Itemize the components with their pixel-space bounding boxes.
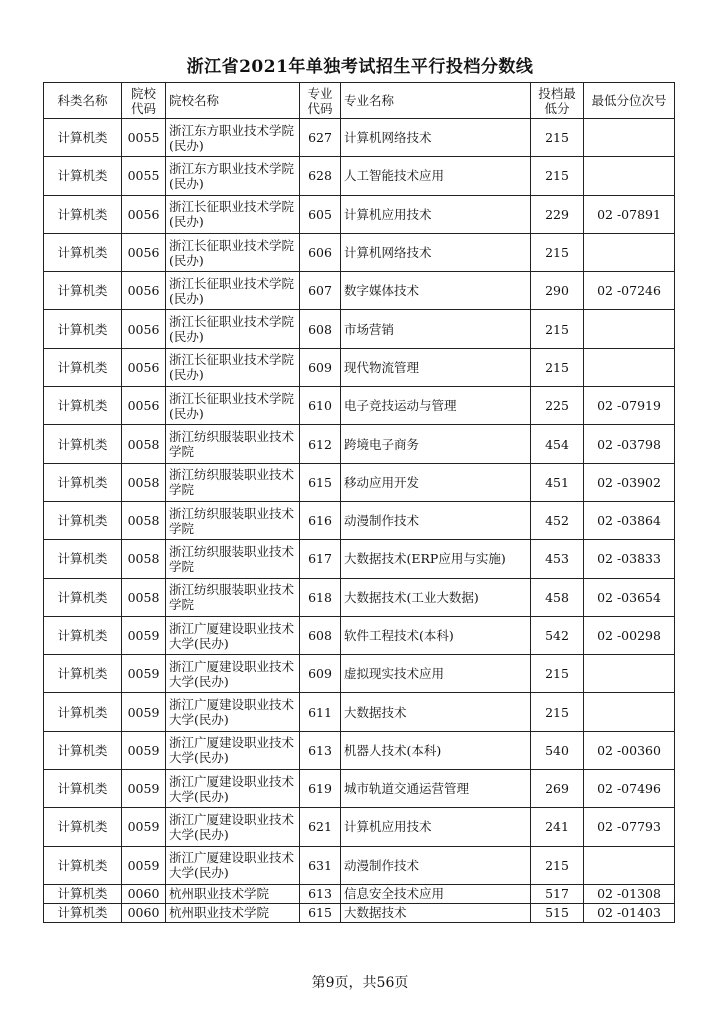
cell-min-rank: 02 -00360	[584, 731, 675, 769]
cell-category: 计算机类	[44, 540, 122, 578]
cell-school-code: 0056	[122, 272, 166, 310]
cell-school-name: 浙江广厦建设职业技术大学(民办)	[166, 693, 300, 731]
cell-major-name: 现代物流管理	[341, 348, 531, 386]
table-row	[44, 348, 675, 386]
cell-min-score: 269	[531, 770, 584, 808]
cell-min-rank: 02 -03864	[584, 501, 675, 539]
cell-school-name: 浙江广厦建设职业技术大学(民办)	[166, 846, 300, 884]
cell-major-code: 605	[300, 195, 341, 233]
table-row	[44, 616, 675, 654]
cell-min-score: 454	[531, 425, 584, 463]
cell-major-name: 数字媒体技术	[341, 272, 531, 310]
cell-category: 计算机类	[44, 501, 122, 539]
cell-min-score: 215	[531, 119, 584, 157]
cell-min-score: 215	[531, 655, 584, 693]
cell-category: 计算机类	[44, 808, 122, 846]
cell-school-name: 浙江长征职业技术学院(民办)	[166, 348, 300, 386]
cell-category: 计算机类	[44, 119, 122, 157]
table-row	[44, 903, 675, 922]
cell-category: 计算机类	[44, 348, 122, 386]
cell-category: 计算机类	[44, 425, 122, 463]
cell-major-code: 619	[300, 770, 341, 808]
cell-major-name: 大数据技术(ERP应用与实施)	[341, 540, 531, 578]
cell-major-name: 人工智能技术应用	[341, 157, 531, 195]
cell-min-score: 458	[531, 578, 584, 616]
cell-school-name: 浙江广厦建设职业技术大学(民办)	[166, 808, 300, 846]
cell-major-code: 628	[300, 157, 341, 195]
cell-category: 计算机类	[44, 233, 122, 271]
cell-category: 计算机类	[44, 616, 122, 654]
cell-category: 计算机类	[44, 693, 122, 731]
cell-major-name: 计算机应用技术	[341, 808, 531, 846]
cell-school-code: 0058	[122, 463, 166, 501]
cell-min-score: 451	[531, 463, 584, 501]
cell-min-score: 517	[531, 884, 584, 903]
cell-min-rank	[584, 157, 675, 195]
page-footer: 第9页，共56页	[311, 975, 409, 991]
cell-school-code: 0060	[122, 903, 166, 922]
cell-school-code: 0059	[122, 770, 166, 808]
header-major-code: 专业代码	[300, 83, 341, 119]
header-school-code: 院校代码	[122, 83, 166, 119]
cell-category: 计算机类	[44, 884, 122, 903]
cell-major-code: 616	[300, 501, 341, 539]
cell-school-code: 0058	[122, 501, 166, 539]
table-row	[44, 540, 675, 578]
cell-major-code: 612	[300, 425, 341, 463]
table-row	[44, 233, 675, 271]
cell-major-code: 606	[300, 233, 341, 271]
cell-school-code: 0059	[122, 655, 166, 693]
cell-school-code: 0058	[122, 425, 166, 463]
cell-school-name: 浙江广厦建设职业技术大学(民办)	[166, 770, 300, 808]
cell-school-name: 浙江东方职业技术学院(民办)	[166, 119, 300, 157]
cell-category: 计算机类	[44, 387, 122, 425]
cell-major-code: 618	[300, 578, 341, 616]
cell-min-rank: 02 -07246	[584, 272, 675, 310]
cell-major-name: 软件工程技术(本科)	[341, 616, 531, 654]
cell-school-name: 浙江广厦建设职业技术大学(民办)	[166, 655, 300, 693]
cell-major-code: 613	[300, 884, 341, 903]
cell-min-rank: 02 -01308	[584, 884, 675, 903]
cell-major-name: 市场营销	[341, 310, 531, 348]
cell-major-code: 608	[300, 310, 341, 348]
header-category: 科类名称	[44, 83, 122, 119]
cell-category: 计算机类	[44, 463, 122, 501]
cell-major-code: 631	[300, 846, 341, 884]
cell-min-rank	[584, 693, 675, 731]
table-row	[44, 693, 675, 731]
cell-school-code: 0059	[122, 846, 166, 884]
table-row	[44, 157, 675, 195]
cell-min-rank	[584, 655, 675, 693]
cell-min-score: 229	[531, 195, 584, 233]
cell-min-rank: 02 -07793	[584, 808, 675, 846]
cell-min-score: 215	[531, 846, 584, 884]
table-row	[44, 846, 675, 884]
cell-min-rank	[584, 119, 675, 157]
cell-category: 计算机类	[44, 903, 122, 922]
cell-major-name: 动漫制作技术	[341, 846, 531, 884]
cell-major-name: 动漫制作技术	[341, 501, 531, 539]
cell-min-rank	[584, 846, 675, 884]
cell-major-name: 移动应用开发	[341, 463, 531, 501]
cell-min-rank: 02 -07496	[584, 770, 675, 808]
header-min-rank: 最低分位次号	[584, 83, 675, 119]
cell-major-code: 615	[300, 463, 341, 501]
cell-school-name: 浙江长征职业技术学院(民办)	[166, 387, 300, 425]
cell-major-code: 611	[300, 693, 341, 731]
cell-min-rank: 02 -01403	[584, 903, 675, 922]
cell-category: 计算机类	[44, 272, 122, 310]
cell-school-code: 0055	[122, 119, 166, 157]
cell-min-score: 215	[531, 693, 584, 731]
header-min-score: 投档最低分	[531, 83, 584, 119]
header-school-name: 院校名称	[166, 83, 300, 119]
table-header-row	[44, 83, 675, 119]
cell-min-score: 453	[531, 540, 584, 578]
cell-school-name: 浙江纺织服装职业技术学院	[166, 540, 300, 578]
cell-min-rank: 02 -03833	[584, 540, 675, 578]
table-row	[44, 387, 675, 425]
cell-major-code: 613	[300, 731, 341, 769]
table-row	[44, 272, 675, 310]
table-row	[44, 463, 675, 501]
cell-min-score: 290	[531, 272, 584, 310]
header-major-name: 专业名称	[341, 83, 531, 119]
cell-min-score: 540	[531, 731, 584, 769]
cell-major-code: 609	[300, 348, 341, 386]
table-row	[44, 655, 675, 693]
table-row	[44, 425, 675, 463]
cell-school-name: 浙江长征职业技术学院(民办)	[166, 310, 300, 348]
cell-major-name: 计算机应用技术	[341, 195, 531, 233]
cell-major-name: 城市轨道交通运营管理	[341, 770, 531, 808]
table-row	[44, 731, 675, 769]
cell-min-score: 452	[531, 501, 584, 539]
cell-school-name: 浙江东方职业技术学院(民办)	[166, 157, 300, 195]
cell-school-code: 0056	[122, 387, 166, 425]
cell-min-rank: 02 -03902	[584, 463, 675, 501]
cell-min-score: 515	[531, 903, 584, 922]
cell-min-rank: 02 -03798	[584, 425, 675, 463]
cell-school-code: 0055	[122, 157, 166, 195]
cell-min-score: 215	[531, 157, 584, 195]
cell-school-code: 0056	[122, 233, 166, 271]
cell-min-rank	[584, 233, 675, 271]
cell-major-code: 608	[300, 616, 341, 654]
cell-school-name: 浙江广厦建设职业技术大学(民办)	[166, 731, 300, 769]
cell-category: 计算机类	[44, 578, 122, 616]
cell-major-name: 机器人技术(本科)	[341, 731, 531, 769]
cell-min-score: 215	[531, 348, 584, 386]
cell-major-code: 609	[300, 655, 341, 693]
cell-school-code: 0056	[122, 310, 166, 348]
cell-school-name: 浙江长征职业技术学院(民办)	[166, 195, 300, 233]
table-row	[44, 770, 675, 808]
cell-category: 计算机类	[44, 770, 122, 808]
table-row	[44, 310, 675, 348]
cell-school-code: 0059	[122, 731, 166, 769]
cell-major-code: 617	[300, 540, 341, 578]
table-row	[44, 578, 675, 616]
cell-school-name: 浙江长征职业技术学院(民办)	[166, 272, 300, 310]
cell-major-name: 大数据技术	[341, 693, 531, 731]
cell-school-name: 浙江纺织服装职业技术学院	[166, 425, 300, 463]
cell-major-name: 信息安全技术应用	[341, 884, 531, 903]
cell-category: 计算机类	[44, 310, 122, 348]
cell-school-name: 浙江广厦建设职业技术大学(民办)	[166, 616, 300, 654]
cell-school-code: 0059	[122, 616, 166, 654]
cell-school-name: 浙江纺织服装职业技术学院	[166, 578, 300, 616]
table-row	[44, 195, 675, 233]
cell-major-name: 计算机网络技术	[341, 233, 531, 271]
cell-school-code: 0058	[122, 578, 166, 616]
cell-min-rank	[584, 348, 675, 386]
cell-school-name: 浙江长征职业技术学院(民办)	[166, 233, 300, 271]
score-table	[43, 82, 675, 923]
cell-school-name: 浙江纺织服装职业技术学院	[166, 501, 300, 539]
cell-school-code: 0060	[122, 884, 166, 903]
cell-category: 计算机类	[44, 655, 122, 693]
cell-school-name: 杭州职业技术学院	[166, 884, 300, 903]
page-title: 浙江省2021年单独考试招生平行投档分数线	[186, 57, 534, 77]
cell-min-score: 241	[531, 808, 584, 846]
cell-major-code: 621	[300, 808, 341, 846]
cell-major-code: 607	[300, 272, 341, 310]
cell-major-name: 虚拟现实技术应用	[341, 655, 531, 693]
cell-major-name: 大数据技术	[341, 903, 531, 922]
cell-school-code: 0059	[122, 693, 166, 731]
cell-min-rank: 02 -00298	[584, 616, 675, 654]
table-row	[44, 808, 675, 846]
cell-min-rank: 02 -07891	[584, 195, 675, 233]
table-row	[44, 501, 675, 539]
cell-school-name: 浙江纺织服装职业技术学院	[166, 463, 300, 501]
cell-school-code: 0056	[122, 195, 166, 233]
cell-major-name: 跨境电子商务	[341, 425, 531, 463]
cell-major-code: 627	[300, 119, 341, 157]
cell-category: 计算机类	[44, 846, 122, 884]
table-row	[44, 884, 675, 903]
cell-major-name: 大数据技术(工业大数据)	[341, 578, 531, 616]
cell-category: 计算机类	[44, 731, 122, 769]
table-body	[44, 119, 675, 923]
cell-min-rank: 02 -03654	[584, 578, 675, 616]
cell-major-name: 电子竞技运动与管理	[341, 387, 531, 425]
cell-min-rank	[584, 310, 675, 348]
cell-school-code: 0059	[122, 808, 166, 846]
cell-min-score: 215	[531, 310, 584, 348]
cell-school-code: 0056	[122, 348, 166, 386]
cell-major-code: 610	[300, 387, 341, 425]
cell-min-score: 215	[531, 233, 584, 271]
cell-category: 计算机类	[44, 157, 122, 195]
cell-school-code: 0058	[122, 540, 166, 578]
cell-category: 计算机类	[44, 195, 122, 233]
cell-min-score: 225	[531, 387, 584, 425]
cell-min-rank: 02 -07919	[584, 387, 675, 425]
cell-min-score: 542	[531, 616, 584, 654]
cell-major-code: 615	[300, 903, 341, 922]
cell-school-name: 杭州职业技术学院	[166, 903, 300, 922]
table-row	[44, 119, 675, 157]
cell-major-name: 计算机网络技术	[341, 119, 531, 157]
